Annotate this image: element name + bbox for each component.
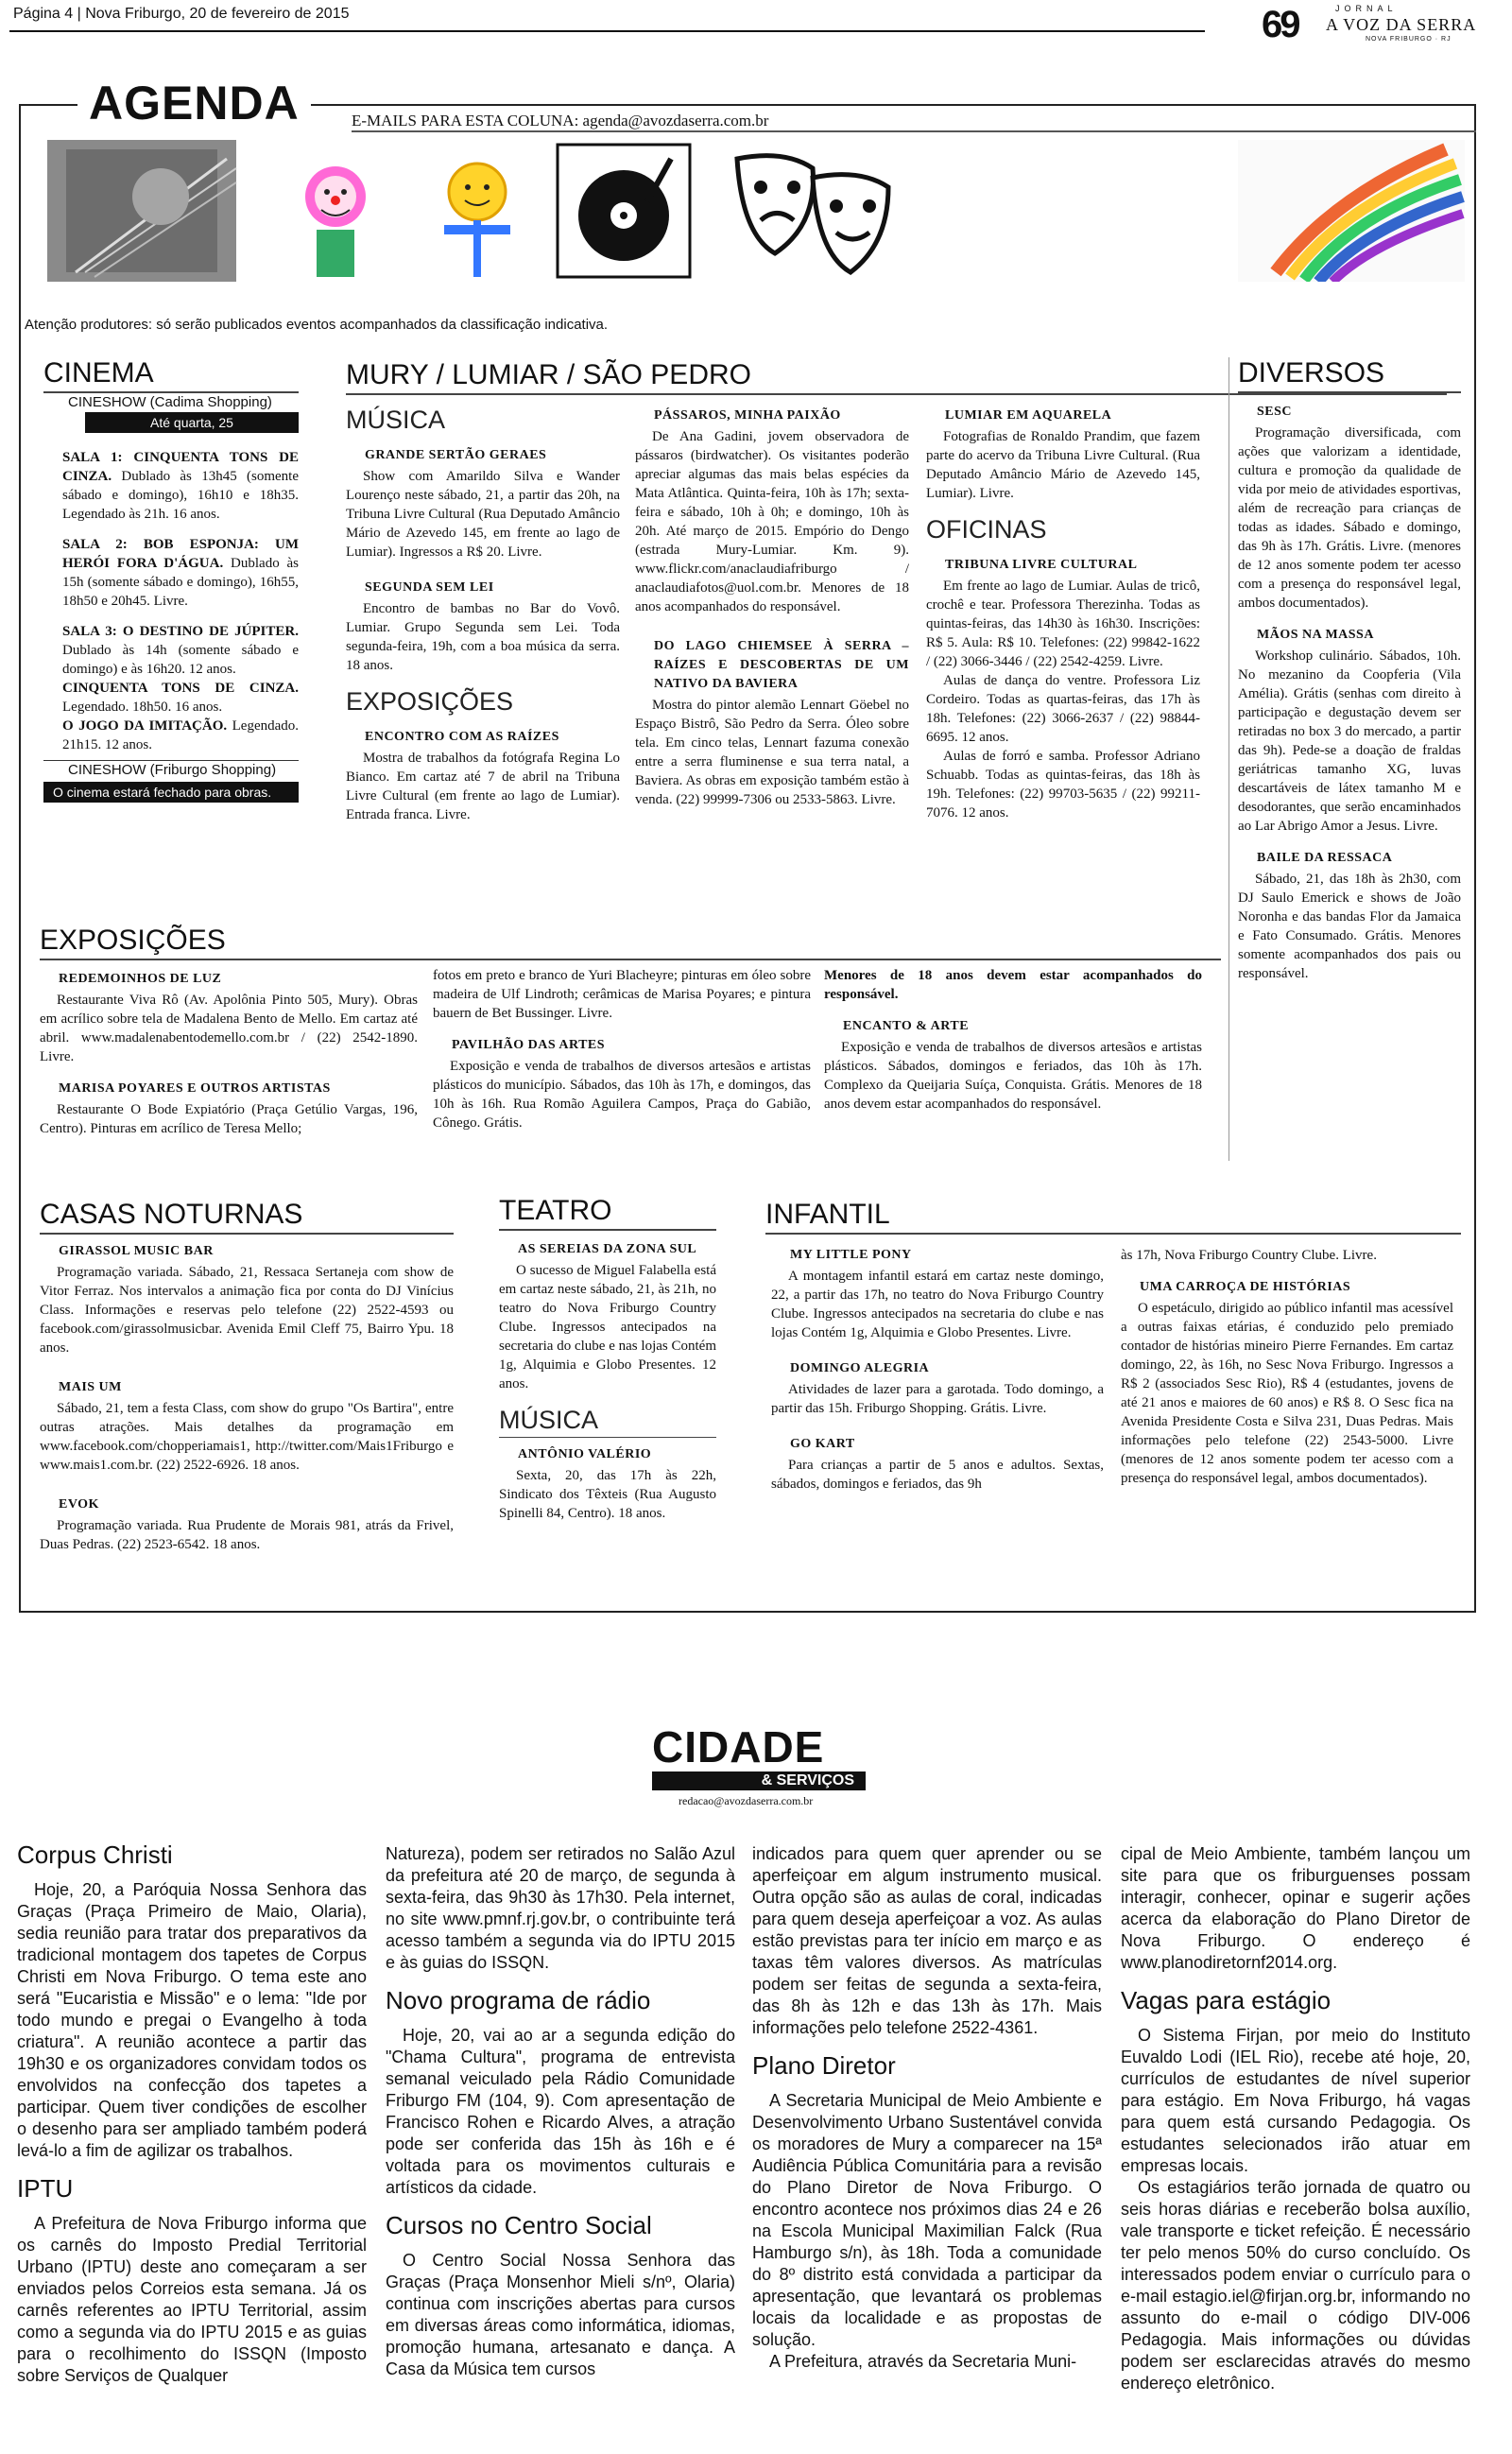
news-text: cipal de Meio Ambiente, também lançou um site para que os friburguenses possam interagir, conhecer, opinar e sugerir ações acerca da elaboração do Plano Diretor de Nova Friburgo. O endereço é www.planodiretornf2014.org. — [1121, 1844, 1470, 1972]
cinema-session — [62, 717, 299, 754]
cidade-col-2 — [386, 1843, 735, 2392]
session-title: O JOGO DA IMITAÇÃO. — [62, 718, 228, 734]
mury-title: MURY / LUMIAR / SÃO PEDRO — [346, 359, 751, 390]
news-title: Cursos no Centro Social — [386, 2211, 652, 2239]
event-text: Fotografias de Ronaldo Prandim, que fazem parte do acervo da Tribuna Livre Cultural. (Rua Deputado Amâncio Mário de Azevedo 145, Lumiar). Livre. — [926, 429, 1200, 501]
exposicoes-header — [40, 925, 1221, 960]
cinema-session — [62, 448, 299, 524]
event-title: AS SEREIAS DA ZONA SUL — [518, 1242, 697, 1256]
agenda-title: AGENDA — [77, 76, 311, 130]
cinema-section — [43, 357, 299, 803]
cinema-venue-2: CINESHOW (Friburgo Shopping) — [43, 760, 299, 780]
cinema-session — [62, 622, 299, 679]
cidade-title: CIDADE — [652, 1722, 825, 1771]
logo-number: 69 — [1262, 4, 1298, 45]
news-title: Corpus Christi — [17, 1840, 173, 1869]
event-text: Programação variada. Sábado, 21, Ressaca Sertaneja com show de Vitor Ferraz. Nos intervalos a animação fica por conta do DJ Vinícius Class. Informações e reservas pelo telefone (22) 2522-4593 ou facebook.com/girassolmusicbar. Avenida Emil Cleff 75, Bairro Ypu. 18 anos. — [40, 1265, 454, 1356]
cidade-col-3 — [752, 1843, 1102, 2384]
event-text: A montagem infantil estará em cartaz neste domingo, 22, a partir das 17h, no teatro do Nova Friburgo Country Clube. Ingressos antecipados na secretaria do clube e nas lojas Contém 1g, Alquimia e Globo Presentes. Livre. — [771, 1269, 1104, 1340]
newspaper-logo — [1262, 4, 1503, 49]
cinema-venue: CINESHOW (Cadima Shopping) — [68, 394, 272, 410]
event-title: MARISA POYARES E OUTROS ARTISTAS — [59, 1081, 331, 1096]
event-title: LUMIAR EM AQUARELA — [945, 408, 1112, 423]
clown-drawing-icon — [305, 166, 366, 277]
casas-rule — [40, 1233, 454, 1235]
infantil-title: INFANTIL — [765, 1199, 890, 1230]
cinema-until: Até quarta, 25 — [85, 412, 299, 433]
musica-rule — [499, 1437, 716, 1438]
teatro-section — [499, 1195, 716, 1534]
session-text: Dublado às 13h45 (somente sábado e domingo), 16h10 e 18h35. Legendado às 21h. 16 anos. — [62, 469, 300, 522]
cidade-col-4 — [1121, 1843, 1470, 2406]
theater-masks-icon — [737, 156, 888, 272]
session-title: SALA 1: CINQUENTA TONS DE CINZA. — [62, 450, 299, 484]
musica-subtitle: MÚSICA — [499, 1406, 599, 1434]
exposicoes-col-1 — [40, 964, 418, 1149]
event-text: Programação diversificada, com ações que valorizam a identidade, cultura e promoção da qualidade de vida por meio de atividades esportivas, além de recreação para crianças de todas as idades. Sábado e domingo, das 9h às 17h. Grátis. Livre. (menores de 12 anos somente podem ter acesso com a presença do responsável legal, ambos documentados). — [1238, 425, 1461, 611]
exposicoes-col-2 — [433, 966, 811, 1144]
exposicoes-col-3 — [824, 966, 1202, 1125]
mury-col-3 — [926, 406, 1200, 834]
news-text: O Sistema Firjan, por meio do Instituto Euvaldo Lodi (IEL Rio), recebe até hoje, 20, currículos de estudantes de nível superior para estágio. Em Nova Friburgo, há vagas para quem está cursando Pedagogia. Os estudantes selecionados irão atuar em empresas locais. — [1121, 2026, 1470, 2175]
page-info: Página 4 | Nova Friburgo, 20 de fevereiro de 2015 — [13, 6, 350, 22]
event-text: Aulas de dança do ventre. Professora Liz Cordeiro. Todas as quartas-feiras, das 17h às 18h. Telefones: (22) 3066-2637 / (22) 98844-6695. 12 anos. — [926, 673, 1200, 745]
exposicoes-rule — [40, 959, 1221, 960]
diversos-section — [1238, 357, 1461, 994]
infantil-rule — [765, 1233, 1461, 1235]
infantil-col-1 — [771, 1246, 1104, 1505]
session-text: Dublado às 14h (somente sábado e domingo) e às 16h20. 12 anos. — [62, 643, 299, 677]
guitar-photo — [47, 140, 236, 282]
event-title: ENCONTRO COM AS RAÍZES — [365, 730, 559, 744]
news-title: Plano Diretor — [752, 2051, 896, 2080]
event-text: Sexta, 20, das 17h às 22h, Sindicato dos Têxteis (Rua Augusto Spinelli 84, Centro). 18 anos. — [499, 1468, 716, 1521]
oficinas-subtitle: OFICINAS — [926, 515, 1047, 544]
event-title: SESC — [1257, 405, 1293, 419]
logo-sub: NOVA FRIBURGO · RJ — [1366, 36, 1452, 43]
event-text: De Ana Gadini, jovem observadora de pássaros (birdwatcher). Os visitantes poderão apreciar algumas das mais belas espécies da Mata Atlântica. Quinta-feira, 10h às 17h; sexta-feira e sábado, 10h à 0h; e domingo, 10h às 20h. Até março de 2015. Empório do Dengo (estrada Mury-Lumiar. Km. 9). www.flickr.com/anaclaudiafriburgo / anaclaudiafotos@uol.com.br. Menores de 18 anos acompanhados do responsável. — [635, 429, 909, 614]
infantil-header — [765, 1199, 1461, 1235]
event-title: PÁSSAROS, MINHA PAIXÃO — [654, 408, 841, 423]
event-title: ANTÔNIO VALÉRIO — [518, 1447, 652, 1461]
event-title: MY LITTLE PONY — [790, 1248, 912, 1262]
event-title: BAILE DA RESSACA — [1257, 851, 1393, 865]
event-text: fotos em preto e branco de Yuri Blacheyre; pinturas em óleo sobre madeira de Ulf Lindroth; cerâmicas de Marisa Poyares; e pintura bauern de Bet Bussinger. Livre. — [433, 968, 811, 1021]
sun-face-drawing-icon — [444, 164, 510, 277]
event-text: Encontro de bambas no Bar do Vovô. Lumiar. Grupo Segunda sem Lei. Toda segunda-feira, 19h, com a boa música da serra. 18 anos. — [346, 601, 620, 673]
cidade-email: redacao@avozdaserra.com.br — [679, 1794, 814, 1807]
event-text: Menores de 18 anos devem estar acompanhados do responsável. — [824, 968, 1202, 1002]
event-title: UMA CARROÇA DE HISTÓRIAS — [1140, 1280, 1351, 1294]
event-title: GO KART — [790, 1437, 855, 1451]
event-text: Programação variada. Rua Prudente de Morais 981, atrás da Frivel, Duas Pedras. (22) 2523-6542. 18 anos. — [40, 1518, 454, 1552]
event-text: Mostra de trabalhos da fotógrafa Regina Lo Bianco. Em cartaz até 7 de abril na Tribuna Livre Cultural (em frente ao lago de Lumiar). Entrada franca. Livre. — [346, 751, 620, 822]
session-text: Dublado às 15h (somente sábado e domingo), 16h55, 18h50 e 20h45. Livre. — [62, 556, 299, 609]
diversos-rule — [1238, 391, 1461, 393]
agenda-email: E-MAILS PARA ESTA COLUNA: agenda@avozdaserra.com.br — [352, 112, 769, 130]
session-title: SALA 2: BOB ESPONJA: UM HERÓI FORA D'ÁGUA. — [62, 537, 299, 571]
infantil-col-2 — [1121, 1246, 1453, 1499]
event-title: MAIS UM — [59, 1380, 122, 1394]
event-text: Mostra do pintor alemão Lennart Göebel no Espaço Bistrô, São Pedro da Serra. Óleo sobre tela. Em cinco telas, Lennart fazuma conexão entre a serra fluminense e sua terra natal, a Baviera. As obras em exposição também estão à venda. (22) 99999-7306 ou 2533-5863. Livre. — [635, 698, 909, 807]
event-text: às 17h, Nova Friburgo Country Clube. Livre. — [1121, 1248, 1377, 1263]
session-text: Legendado. 21h15. 12 anos. — [62, 718, 300, 752]
agenda-notice: Atenção produtores: só serão publicados eventos acompanhados da classificação indicativa. — [25, 317, 609, 333]
event-title: SEGUNDA SEM LEI — [365, 580, 494, 595]
session-title: CINQUENTA TONS DE CINZA. — [62, 681, 299, 696]
exposicoes-title: EXPOSIÇÕES — [40, 925, 226, 956]
event-text: Show com Amarildo Silva e Wander Lourenço neste sábado, 21, a partir das 20h, na Tribuna Livre Cultural (Rua Deputado Amâncio Mário de Azevedo 145, em frente ao lago de Lumiar). Ingressos a R$ 20. Livre. — [346, 469, 620, 560]
event-text: Sábado, 21, tem a festa Class, com show do grupo "Os Bartira", entre outras atrações. Mais detalhes da programação em www.facebook.com/chopperiamais1, http://twitter.com/Mais1Friburgo e www.mais1.com.br. (22) 2522-6926. 18 anos. — [40, 1401, 454, 1473]
column-divider — [1228, 357, 1229, 1161]
session-title: SALA 3: O DESTINO DE JÚPITER. — [62, 624, 299, 639]
cinema-title: CINEMA — [43, 357, 154, 389]
cidade-subtitle: & SERVIÇOS — [652, 1771, 866, 1790]
event-text: Exposição e venda de trabalhos de diversos artesãos e artistas plásticos do município. Sábados, das 10h às 17h, e domingos, das 10h às 16h. Rua Romão Aguilera Campos, Praça do Gabião, Cônego. Grátis. — [433, 1059, 811, 1131]
logo-jornal: JORNAL — [1335, 4, 1398, 13]
event-title: TRIBUNA LIVRE CULTURAL — [945, 558, 1138, 572]
event-title: REDEMOINHOS DE LUZ — [59, 972, 222, 986]
mury-col-2 — [635, 406, 909, 821]
news-text: A Prefeitura, através da Secretaria Muni- — [769, 2352, 1077, 2371]
news-text: A Secretaria Municipal de Meio Ambiente e Desenvolvimento Urbano Sustentável convida os moradores de Mury a comparecer na 15ª Audiência Pública Comunitária para a revisão do Plano Diretor de Nova Friburgo. O encontro acontece nos próximos dias 24 e 26 na Escola Municipal Maximilian Falck (Rua Hamburgo s/n), às 18h. Toda a comunidade do 8º distrito está convidada a participar da apresentação, que levantará os problemas locais da localidade e as propostas de solução. — [752, 2091, 1102, 2349]
event-text: O espetáculo, dirigido ao público infantil mas acessível a outras faixas etárias, é conduzido pelo premiado contador de histórias mineiro Pierre Fernandes. Em cartaz domingo, 22, às 16h, no Sesc Nova Friburgo. Ingressos a R$ 2 (associados Sesc Rio), R$ 4 (estudantes, jovens de até 21 anos e maiores de 60 anos) e R$ 8. O Sesc fica na Avenida Presidente Costa e Silva 231, Duas Pedras. Mais informações pelo telefone (22) 2543-5000. Livre (menores de 12 anos somente podem ter acesso com a presença do responsável legal, ambos documentados). — [1121, 1301, 1453, 1486]
musica-subtitle: MÚSICA — [346, 406, 446, 434]
exposicoes-subtitle: EXPOSIÇÕES — [346, 687, 514, 716]
event-title: DO LAGO CHIEMSEE À SERRA – RAÍZES E DESCOBERTAS DE UM NATIVO DA BAVIERA — [654, 639, 909, 691]
teatro-title: TEATRO — [499, 1195, 612, 1226]
event-text: Restaurante Viva Rô (Av. Apolônia Pinto 505, Mury). Obras em acrílico sobre tela de Madalena Bento de Mello. Em cartaz até abril. www.madalenabentodemello.com.br / (22) 2542-1890. Livre. — [40, 993, 418, 1064]
news-text: O Centro Social Nossa Senhora das Graças (Praça Monsenhor Mieli s/nº, Olaria) continua com inscrições abertas para cursos em diversas áreas como informática, idiomas, promoção humana, artesanato e dança. A Casa da Música tem cursos — [386, 2251, 735, 2378]
event-title: MÃOS NA MASSA — [1257, 628, 1374, 642]
logo-name: A VOZ DA SERRA — [1326, 15, 1477, 34]
casas-title: CASAS NOTURNAS — [40, 1199, 303, 1230]
turntable-icon — [558, 145, 690, 277]
event-text: O sucesso de Miguel Falabella está em cartaz neste sábado, 21, às 21h, no teatro do Nova Friburgo Country Clube. Ingressos antecipados na secretaria do clube e nas lojas Contém 1g, Alquimia e Globo Presentes. 12 anos. — [499, 1263, 716, 1391]
news-title: Vagas para estágio — [1121, 1986, 1332, 2014]
news-text: Os estagiários terão jornada de quatro ou seis horas diárias e receberão bolsa auxílio, vale transporte e ticket refeição. É necessário ter pelo menos 50% do curso concluído. Os interessados podem enviar o currículo para o e-mail estagio.iel@firjan.org.br, informando no assunto do e-mail o código DIV-006 Pedagogia. Mais informações ou dúvidas podem ser esclarecidas através do mesmo endereço eletrônico. — [1121, 2178, 1470, 2393]
session-text: Legendado. 18h50. 16 anos. — [62, 700, 223, 715]
event-title: GIRASSOL MUSIC BAR — [59, 1244, 214, 1258]
email-rule — [352, 130, 1476, 132]
cinema-session — [62, 679, 299, 717]
news-title: Novo programa de rádio — [386, 1986, 651, 2014]
event-text: Workshop culinário. Sábados, 10h. No mezanino da Coopferia (Vila Amélia). Grátis (senhas com direito à participação e degustação devem ser retiradas no box 3 do mercado, a partir das 9h). Pede-se a doação de fraldas geriátricas tamanho XG, luvas descartáveis de látex tamanho M e desodorantes, que serão encaminhados ao Lar Abrigo Amor a Jesus. Livre. — [1238, 648, 1461, 834]
cinema-closed: O cinema estará fechado para obras. — [43, 782, 299, 803]
event-text: Restaurante O Bode Expiatório (Praça Getúlio Vargas, 196, Centro). Pinturas em acrílico de Teresa Mello; — [40, 1102, 418, 1136]
event-text: Em frente ao lago de Lumiar. Aulas de tricô, crochê e tear. Professora Therezinha. Todas as quintas-feiras, das 14h30 às 16h30. Inscrições: R$ 5. Aula: R$ 10. Telefones: (22) 99842-1622 / (22) 3066-3446 / (22) 2542-4259. Livre. — [926, 579, 1200, 669]
cinema-session — [62, 535, 299, 611]
diversos-title: DIVERSOS — [1238, 357, 1385, 389]
event-text: Sábado, 21, das 18h às 2h30, com DJ Saulo Emerick e shows de João Noronha e das bandas Flor da Jamaica e Fato Consumado. Grátis. Menores somente acompanhados dos pais ou responsável. — [1238, 872, 1461, 981]
event-title: DOMINGO ALEGRIA — [790, 1361, 930, 1375]
header-rule — [9, 30, 1205, 32]
event-text: Atividades de lazer para a garotada. Todo domingo, a partir das 15h. Friburgo Shopping. Grátis. Livre. — [771, 1382, 1104, 1416]
cidade-col-1 — [17, 1840, 367, 2398]
mury-col-1 — [346, 405, 620, 836]
paint-brush-rainbow-photo — [1238, 140, 1465, 282]
casas-section — [40, 1199, 454, 1565]
news-text: Natureza), podem ser retirados no Salão Azul da prefeitura até 20 de março, de segunda à sexta-feira, das 9h30 às 17h30. Pela internet, no site www.pmnf.rj.gov.br, o contribuinte terá acesso também a segunda via do IPTU 2015 e às guias do ISSQN. — [386, 1844, 735, 1972]
agenda-illustrations — [47, 140, 1465, 282]
event-text: Exposição e venda de trabalhos de diversos artesãos e artistas plásticos. Sábados, domingos e feriados, das 10h às 17h. Complexo da Queijaria Suíça, Conquista. Grátis. Menores de 18 anos devem estar acompanhados do responsável. — [824, 1040, 1202, 1112]
news-text: indicados para quem quer aprender ou se aperfeiçoar em algum instrumento musical. Outra opção são as aulas de coral, indicadas para quem deseja aperfeiçoar a voz. As aulas estão previstas para ter início em março e as taxas têm valores diversos. As matrículas podem ser feitas de segunda a sexta-feira, das 8h às 12h e das 13h às 17h. Mais informações pelo telefone 2522-4361. — [752, 1844, 1102, 2037]
news-text: Hoje, 20, vai ao ar a segunda edição do "Chama Cultura", programa de entrevista semanal veiculado pela Rádio Comunidade Friburgo FM (104, 9). Com apresentação de Francisco Rohen e Ricardo Alves, a atração pode ser conferida das 15h às 16h e é voltada para os movimentos culturais e artísticos da cidade. — [386, 2026, 735, 2197]
event-text: Aulas de forró e samba. Professor Adriano Schuabb. Todas as quintas-feiras, das 18h às 19h. Telefones: (22) 99703-5635 / (22) 99211-7076. 12 anos. — [926, 749, 1200, 821]
event-text: Para crianças a partir de 5 anos e adultos. Sextas, sábados, domingos e feriados, das 9h — [771, 1458, 1104, 1492]
teatro-rule — [499, 1229, 716, 1231]
event-title: ENCANTO & ARTE — [843, 1019, 970, 1033]
event-title: GRANDE SERTÃO GERAES — [365, 448, 547, 462]
news-title: IPTU — [17, 2174, 74, 2203]
news-text: A Prefeitura de Nova Friburgo informa que os carnês do Imposto Predial Territorial Urbano (IPTU) deste ano começaram a ser enviados pelos Correios esta semana. Já os carnês referentes ao IPTU Territorial, assim como a segunda via do IPTU 2015 e as guias para o recolhimento do ISSQN (Imposto sobre Serviços de Qualquer — [17, 2214, 367, 2385]
news-text: Hoje, 20, a Paróquia Nossa Senhora das Graças (Praça Primeiro de Maio, Olaria), sedia reunião para tratar dos preparativos da tradicional montagem dos tapetes de Corpus Christi em Nova Friburgo. O tema este ano será "Eucaristia e Missão" e o lema: "Ide por todo mundo e pregai o Evangelho à toda criatura". A reunião acontece a partir das 19h30 e os organizadores convidam todos os envolvidos na confecção dos tapetes a participar. Quem tiver condições de escolher o desenho para ser ampliado também poderá levá-lo a fim de agilizar os trabalhos. — [17, 1880, 367, 2160]
event-title: EVOK — [59, 1497, 99, 1512]
event-title: PAVILHÃO DAS ARTES — [452, 1038, 606, 1052]
